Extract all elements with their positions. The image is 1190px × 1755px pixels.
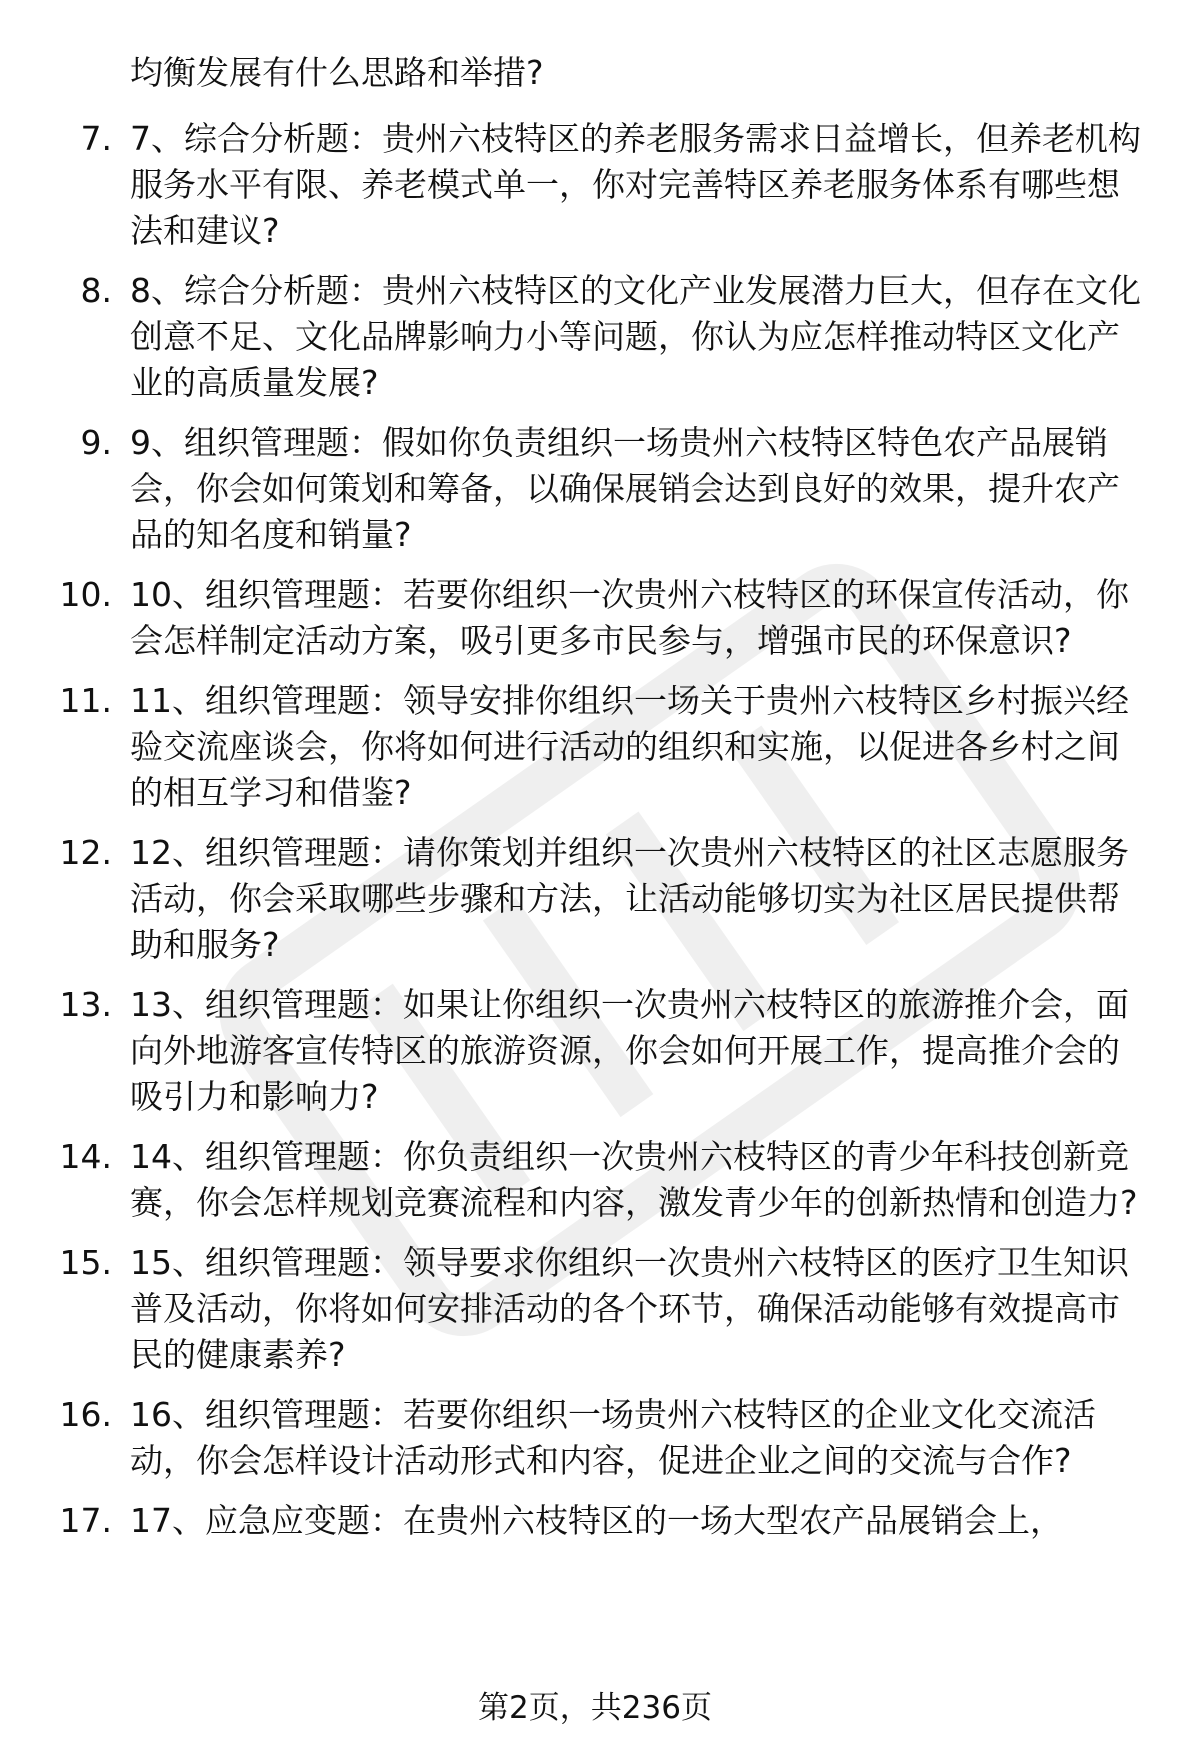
question-number: 17. — [59, 1501, 112, 1540]
question-text: 16、组织管理题：若要你组织一场贵州六枝特区的企业文化交流活动，你会怎样设计活动形式和内容，促进企业之间的交流与合作? — [130, 1395, 1096, 1480]
question-number: 12. — [59, 833, 112, 872]
question-text: 8、综合分析题：贵州六枝特区的文化产业发展潜力巨大，但存在文化创意不足、文化品牌影响力小等问题，你认为应怎样推动特区文化产业的高质量发展? — [130, 271, 1141, 402]
question-number: 9. — [80, 423, 112, 462]
question-number: 8. — [80, 271, 112, 310]
question-text: 14、组织管理题：你负责组织一次贵州六枝特区的青少年科技创新竞赛，你会怎样规划竞赛流程和内容，激发青少年的创新热情和创造力? — [130, 1137, 1138, 1222]
list-item — [0, 116, 1190, 254]
list-item — [0, 1392, 1190, 1484]
list-item — [0, 830, 1190, 968]
list-item — [0, 1134, 1190, 1226]
question-number: 15. — [59, 1243, 112, 1282]
question-text: 15、组织管理题：领导要求你组织一次贵州六枝特区的医疗卫生知识普及活动，你将如何安排活动的各个环节，确保活动能够有效提高市民的健康素养? — [130, 1243, 1129, 1374]
question-text: 12、组织管理题：请你策划并组织一次贵州六枝特区的社区志愿服务活动，你会采取哪些步骤和方法，让活动能够切实为社区居民提供帮助和服务? — [130, 833, 1129, 964]
question-text: 7、综合分析题：贵州六枝特区的养老服务需求日益增长，但养老机构服务水平有限、养老模式单一，你对完善特区养老服务体系有哪些想法和建议? — [130, 119, 1141, 250]
question-number: 11. — [59, 681, 112, 720]
question-number: 7. — [80, 119, 112, 158]
question-number: 10. — [59, 575, 112, 614]
question-text: 10、组织管理题：若要你组织一次贵州六枝特区的环保宣传活动，你会怎样制定活动方案，吸引更多市民参与，增强市民的环保意识? — [130, 575, 1129, 660]
list-item — [0, 1240, 1190, 1378]
question-number: 13. — [59, 985, 112, 1024]
question-number: 16. — [59, 1395, 112, 1434]
continuation-text: 均衡发展有什么思路和举措? — [130, 53, 544, 92]
question-text: 11、组织管理题：领导安排你组织一场关于贵州六枝特区乡村振兴经验交流座谈会，你将如何进行活动的组织和实施，以促进各乡村之间的相互学习和借鉴? — [130, 681, 1129, 812]
list-item — [0, 678, 1190, 816]
question-text: 9、组织管理题：假如你负责组织一场贵州六枝特区特色农产品展销会，你会如何策划和筹备，以确保展销会达到良好的效果，提升农产品的知名度和销量? — [130, 423, 1120, 554]
question-text: 17、应急应变题：在贵州六枝特区的一场大型农产品展销会上， — [130, 1501, 1063, 1540]
list-item — [0, 572, 1190, 664]
list-item — [0, 1498, 1190, 1544]
list-item — [0, 420, 1190, 558]
page-footer: 第2页，共236页 — [478, 1690, 712, 1726]
question-list — [0, 116, 1190, 1558]
list-item — [0, 268, 1190, 406]
list-item — [0, 982, 1190, 1120]
question-text: 13、组织管理题：如果让你组织一次贵州六枝特区的旅游推介会，面向外地游客宣传特区的旅游资源，你会如何开展工作，提高推介会的吸引力和影响力? — [130, 985, 1129, 1116]
question-number: 14. — [59, 1137, 112, 1176]
